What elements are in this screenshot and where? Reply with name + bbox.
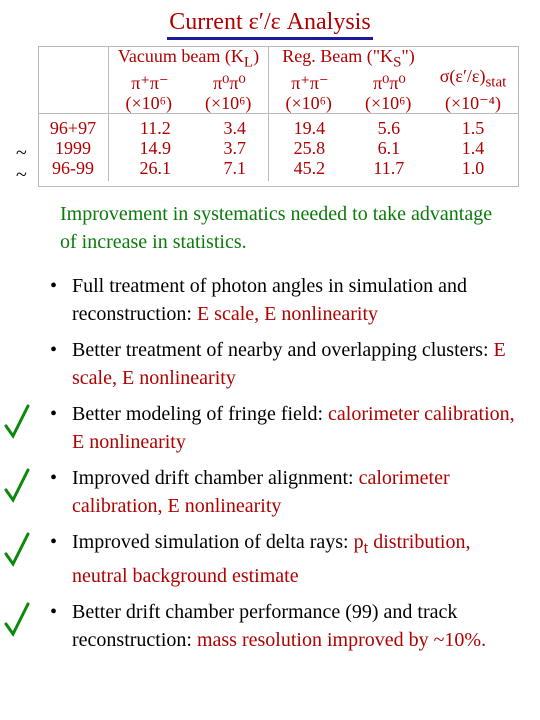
bullet-marker: • <box>50 467 58 489</box>
bullet-marker: • <box>50 339 58 361</box>
checkmark-icon <box>4 466 30 506</box>
header-vacuum-beam: Vacuum beam $(K_L)$ π⁺π⁻ π⁰π⁰ (×10⁶) (×10⁶) <box>109 46 269 113</box>
title-container <box>0 8 540 40</box>
bullet-marker: • <box>50 531 58 553</box>
tilde-marker-1999: ~ <box>16 142 27 164</box>
header-unit-4: (×10⁶) <box>365 92 412 113</box>
tilde-marker-96-99: ~ <box>16 164 27 186</box>
header-unit-1: (×10⁶) <box>125 92 172 113</box>
list-item: • Better treatment of nearby and overlapping clusters: E scale, E nonlinearity <box>0 336 540 392</box>
bullet-marker: • <box>50 403 58 425</box>
checkmark-icon <box>4 600 30 640</box>
table-row: 1999 14.9 3.7 25.8 6.1 1.4 <box>55 137 485 158</box>
header-unit-5: (×10⁻⁴) <box>445 92 501 113</box>
table-row: 96+97 11.2 3.4 19.4 5.6 1.5 <box>38 113 518 138</box>
table-row: 96-99 26.1 7.1 45.2 11.7 1.0 <box>38 158 518 181</box>
header-mode-4: π⁰π⁰ <box>373 72 406 93</box>
table-borders <box>38 46 519 188</box>
checkmark-icon <box>4 530 30 570</box>
header-mode-1: π⁺π⁻ <box>131 72 169 93</box>
bullet-list <box>0 272 540 662</box>
list-item: • Full treatment of photon angles in simulation and reconstruction: E scale, E nonlinearity <box>0 272 540 328</box>
bullet-marker: • <box>50 601 58 623</box>
header-unit-3: (×10⁶) <box>285 92 332 113</box>
list-item: • Better drift chamber performance (99) and track reconstruction: mass resolution improved by ~10%. <box>0 598 540 654</box>
header-regen-beam: Reg. Beam $("K_S")$ π⁺π⁻ π⁰π⁰ (×10⁶) (×10⁶) <box>268 46 428 113</box>
list-item: • Improved drift chamber alignment: calorimeter calibration, E nonlinearity <box>0 464 540 520</box>
systematics-note: Improvement in systematics needed to take advantage of increase in statistics. <box>60 203 493 253</box>
header-unit-2: (×10⁶) <box>205 92 252 113</box>
header-mode-2: π⁰π⁰ <box>213 72 246 93</box>
header-sigma: $\sigma(\varepsilon'/\varepsilon)_{stat}$ (×10⁻⁴) <box>428 46 518 113</box>
header-mode-3: π⁺π⁻ <box>291 72 329 93</box>
bullet-marker: • <box>50 275 58 297</box>
list-item: • Improved simulation of delta rays: $p_t$ distribution, neutral background estimate <box>0 528 540 590</box>
page-title: Current ε′/ε Analysis <box>167 8 372 40</box>
checkmark-icon <box>4 402 30 442</box>
list-item: • Better modeling of fringe field: calorimeter calibration, E nonlinearity <box>0 400 540 456</box>
